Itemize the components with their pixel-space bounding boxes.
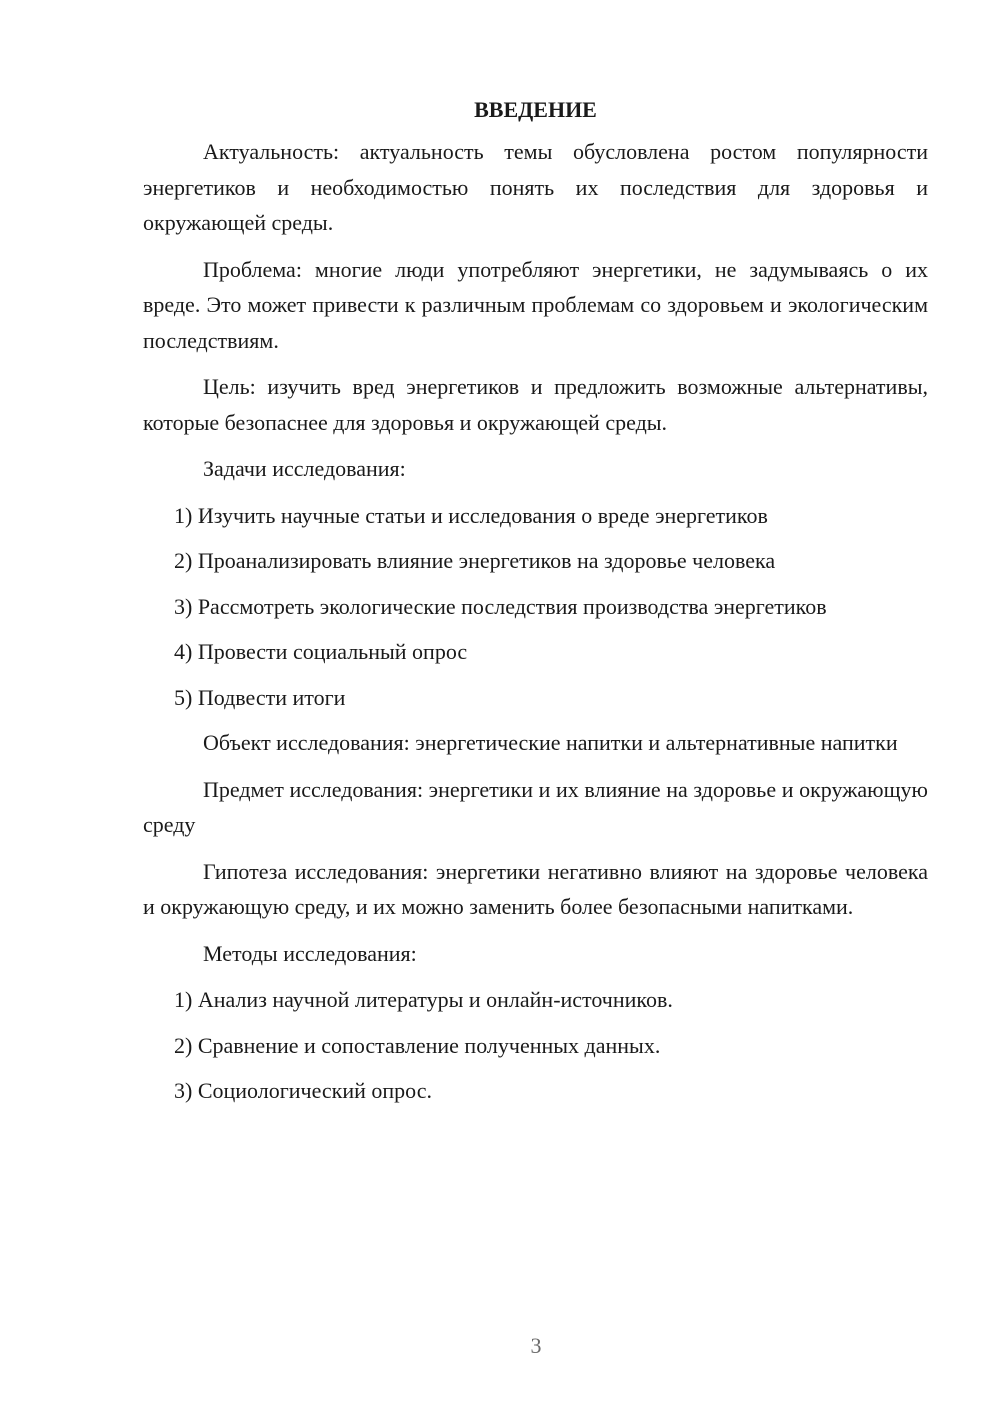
document-page bbox=[143, 92, 928, 1119]
goal-paragraph: Цель: изучить вред энергетиков и предложить возможные альтернативы, которые безопаснее для здоровья и окружающей среды. bbox=[143, 374, 928, 435]
tasks-list bbox=[143, 498, 928, 716]
list-item: 2) Сравнение и сопоставление полученных данных. bbox=[174, 1032, 661, 1058]
list-item: 2) Проанализировать влияние энергетиков на здоровье человека bbox=[174, 548, 776, 573]
problem-paragraph: Проблема: многие люди употребляют энергетики, не задумываясь о их вреде. Это может привести к различным проблемам со здоровьем и экологическим последствиям. bbox=[143, 256, 928, 353]
list-item: 3) Социологический опрос. bbox=[174, 1078, 432, 1103]
tasks-heading: Задачи исследования: bbox=[203, 456, 406, 481]
list-item: 1) Анализ научной литературы и онлайн-источников. bbox=[174, 987, 673, 1012]
methods-heading: Методы исследования: bbox=[203, 940, 417, 966]
subject-paragraph: Предмет исследования: энергетики и их влияние на здоровье и окружающую среду bbox=[143, 776, 928, 837]
list-item: 4) Провести социальный опрос bbox=[174, 639, 468, 664]
relevance-paragraph: Актуальность: актуальность темы обусловлена ростом популярности энергетиков и необходимостью понять их последствия для здоровья и окружающей среды. bbox=[143, 139, 928, 235]
section-title: ВВЕДЕНИЕ bbox=[474, 97, 597, 122]
page-number: 3 bbox=[530, 1333, 542, 1358]
methods-list bbox=[143, 982, 928, 1109]
object-paragraph: Объект исследования: энергетические напитки и альтернативные напитки bbox=[203, 730, 898, 755]
list-item: 3) Рассмотреть экологические последствия производства энергетиков bbox=[174, 593, 827, 619]
hypothesis-paragraph: Гипотеза исследования: энергетики негативно влияют на здоровье человека и окружающую среду, и их можно заменить более безопасными напитками. bbox=[143, 858, 928, 919]
list-item: 1) Изучить научные статьи и исследования о вреде энергетиков bbox=[174, 502, 768, 528]
list-item: 5) Подвести итоги bbox=[174, 684, 346, 710]
